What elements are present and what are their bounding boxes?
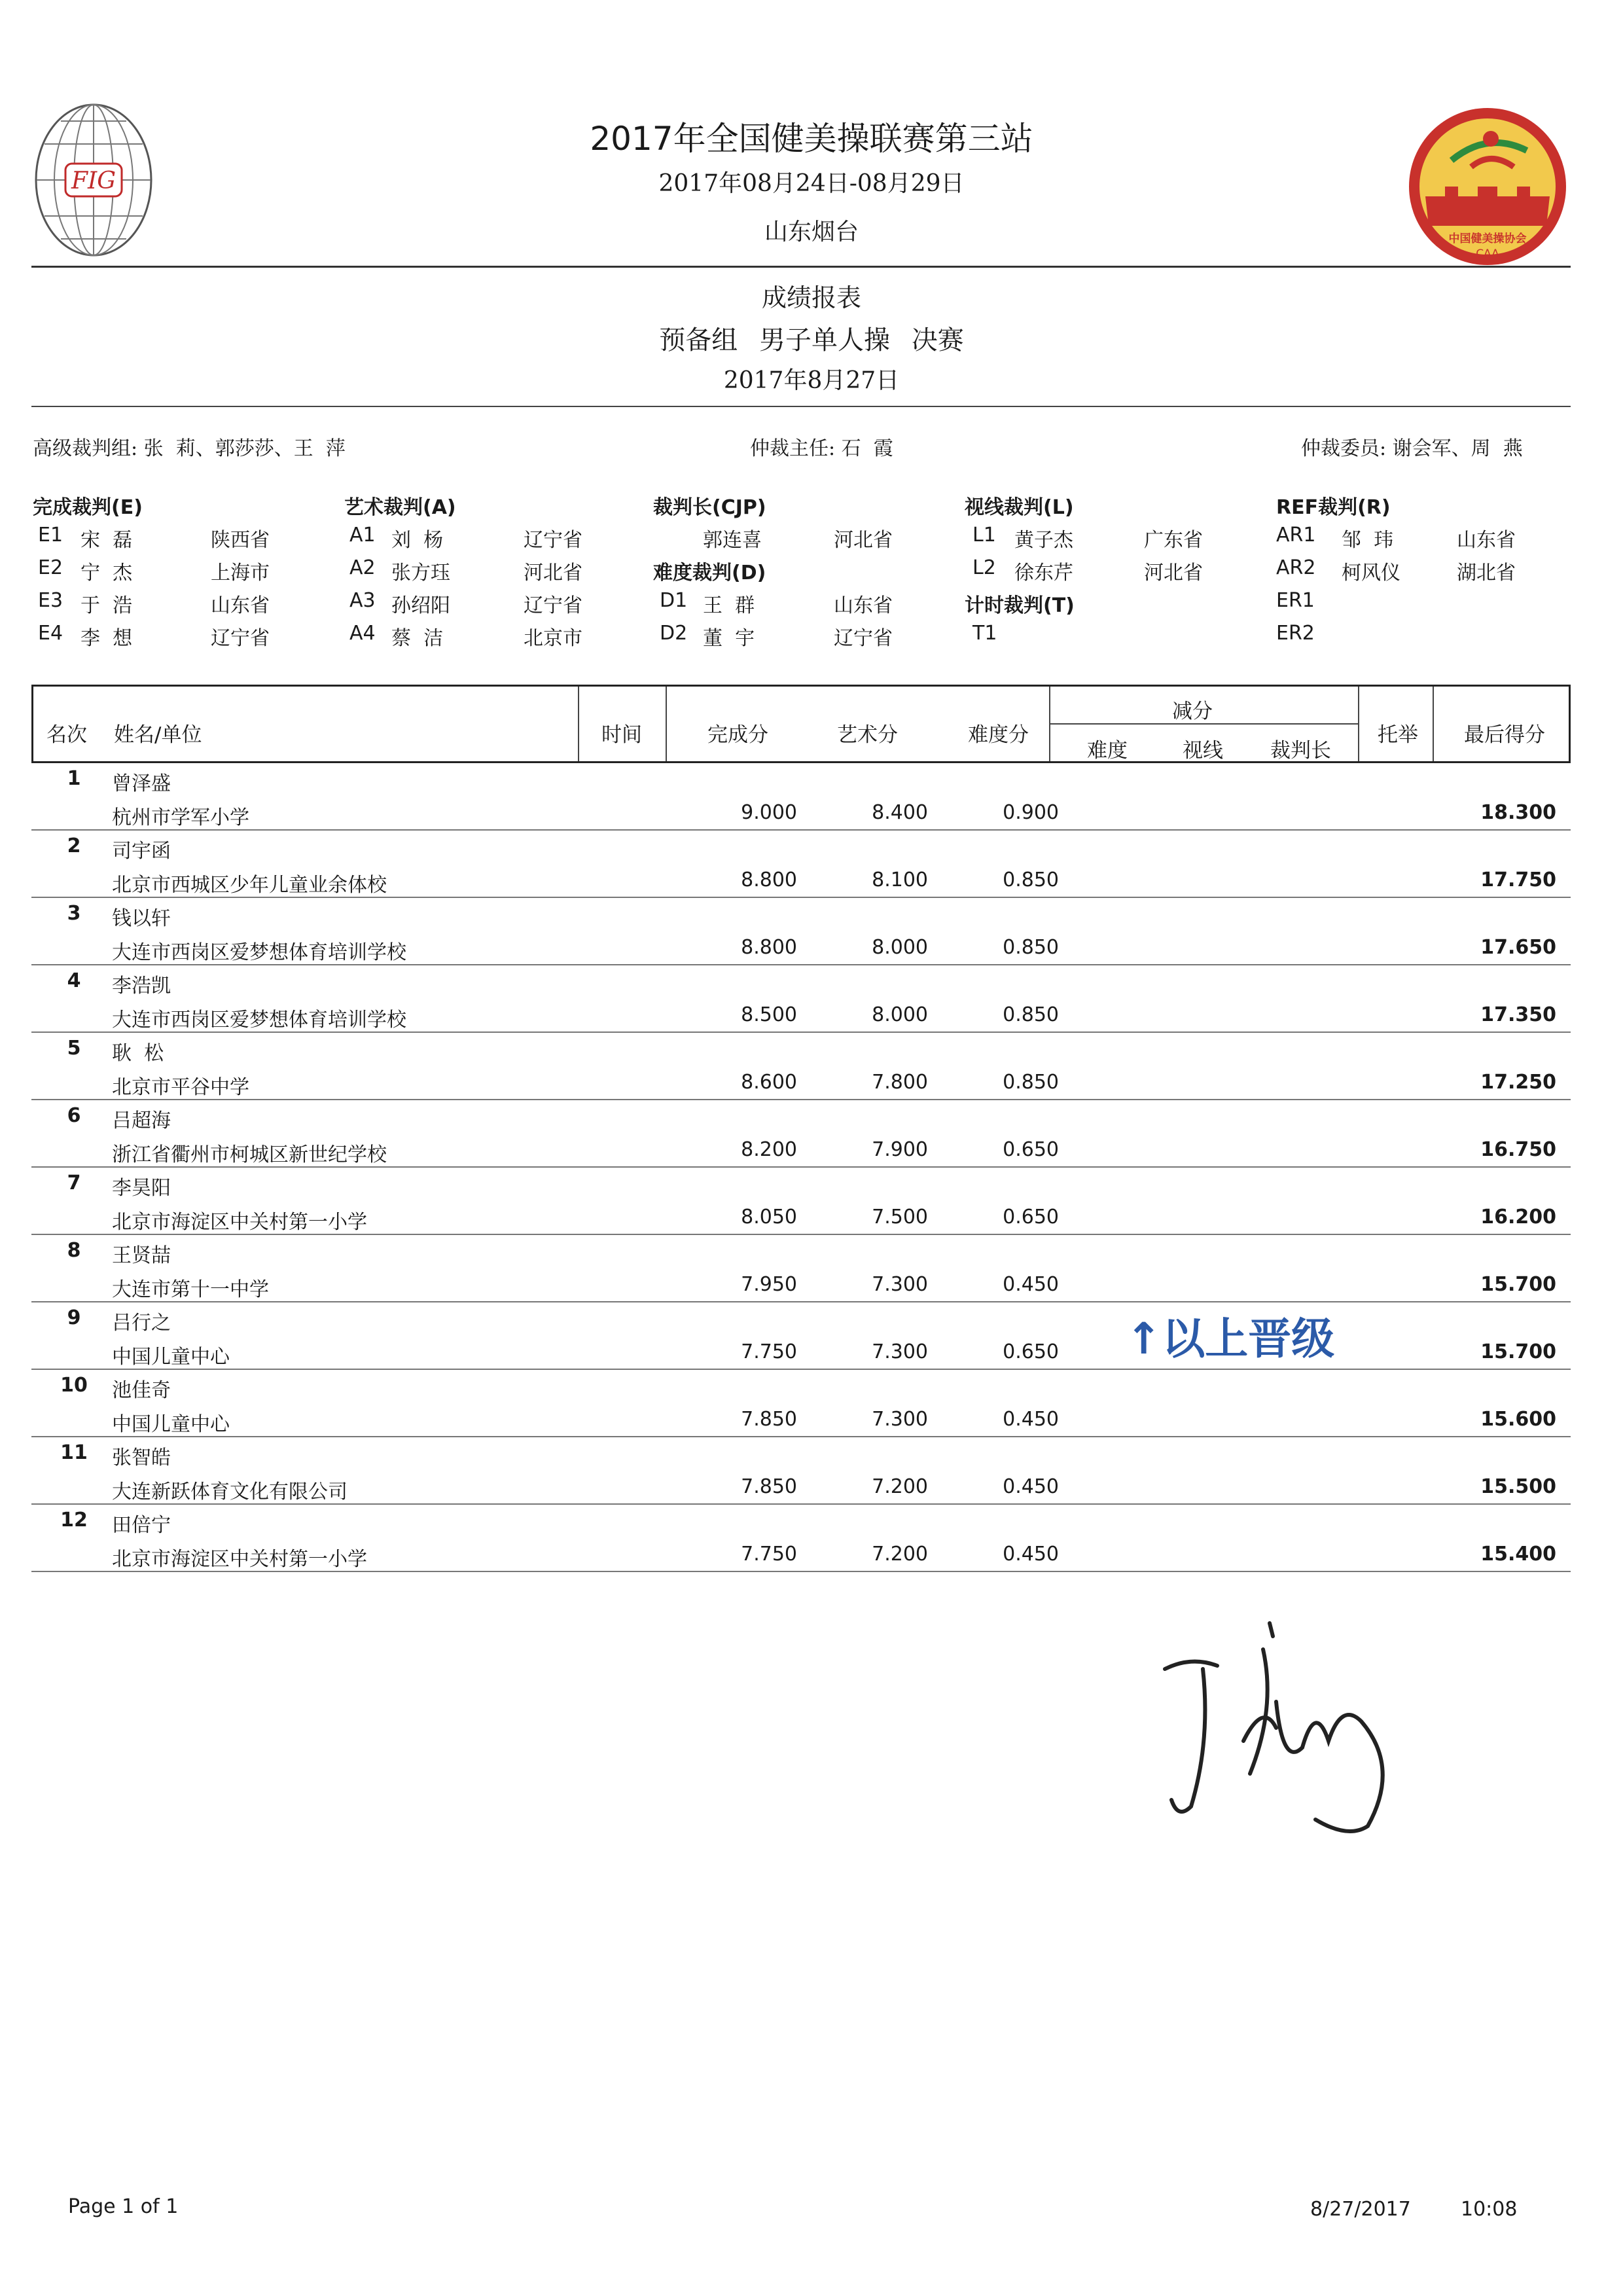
senior-panel-names: 张 莉、郭莎莎、王 萍 [143,437,346,460]
artistic-score: 7.800 [872,1071,928,1094]
judge-name: 宋 磊 [80,529,133,552]
judge-name: 徐东芹 [1014,562,1073,584]
table-row [31,898,1571,965]
athlete-name: 王贤喆 [112,1244,171,1267]
judge-code: L1 [972,524,996,547]
col-rank: 名次 [46,723,87,747]
final-score: 15.500 [1480,1475,1556,1498]
jury-members-names: 谢会军、周 燕 [1392,437,1523,460]
judge-province: 陕西省 [211,529,270,552]
athlete-unit: 大连市第十一中学 [112,1278,269,1301]
athlete-name: 李昊阳 [112,1177,171,1200]
judge-province: 河北省 [524,562,582,584]
execution-score: 7.750 [741,1340,797,1363]
final-score: 15.700 [1480,1340,1556,1363]
athlete-unit: 浙江省衢州市柯城区新世纪学校 [112,1143,387,1166]
difficulty-score: 0.650 [1003,1206,1059,1229]
cjp-heading: 裁判长(CJP) [653,496,766,519]
artistic-score: 7.200 [872,1475,928,1498]
table-row [31,1235,1571,1302]
artistic-score: 8.100 [872,869,928,891]
col-time: 时间 [601,723,642,747]
judge-name: 孙绍阳 [391,594,450,617]
col-divider [578,687,579,761]
judge-code: L2 [972,556,996,579]
page-title: 2017年全国健美操联赛第三站 [590,120,1033,158]
athlete-unit: 中国儿童中心 [112,1413,230,1436]
col-divider [1433,687,1434,761]
athlete-unit: 北京市海淀区中关村第一小学 [112,1211,367,1234]
col-divider [1358,687,1359,761]
judge-code: E3 [38,589,63,612]
difficulty-score: 0.900 [1003,801,1059,824]
artistic-score: 7.300 [872,1340,928,1363]
judge-name: 董 宇 [703,627,755,650]
judge-code: E1 [38,524,63,547]
athlete-name: 池佳奇 [112,1379,171,1402]
venue: 山东烟台 [764,219,859,245]
athlete-unit: 大连市西岗区爱梦想体育培训学校 [112,941,406,964]
event-date: 2017年8月27日 [723,367,900,394]
rank: 11 [60,1441,88,1464]
col-ded-difficulty: 难度 [1087,739,1128,762]
difficulty-score: 0.450 [1003,1273,1059,1296]
time-judges-heading: 计时裁判(T) [965,594,1075,617]
table-row [31,1168,1571,1235]
final-score: 17.650 [1480,936,1556,959]
print-date: 8/27/2017 [1310,2198,1411,2221]
rank: 4 [67,969,81,992]
judge-name: 于 浩 [80,594,133,617]
judge-name: 王 群 [703,594,755,617]
execution-score: 8.600 [741,1071,797,1094]
table-row [31,1505,1571,1572]
rank: 9 [67,1306,81,1329]
athlete-name: 田倍宁 [112,1514,171,1537]
difficulty-score: 0.450 [1003,1475,1059,1498]
cjp-province: 河北省 [834,529,893,552]
athlete-name: 司宇函 [112,840,171,863]
caa-logo-text: 中国健美操协会 [1448,232,1527,245]
difficulty-score: 0.850 [1003,936,1059,959]
execution-score: 8.200 [741,1138,797,1161]
artistic-judges-heading: 艺术裁判(A) [344,496,456,519]
athlete-unit: 杭州市学军小学 [112,806,249,829]
judge-province: 上海市 [211,562,270,584]
event-label: 男子单人操 [759,325,890,355]
execution-score: 8.800 [741,869,797,891]
athlete-name: 曾泽盛 [112,772,171,795]
judge-province: 辽宁省 [211,627,270,650]
judge-name: 邹 玮 [1342,529,1394,552]
table-row [31,831,1571,898]
execution-judges-heading: 完成裁判(E) [33,496,143,519]
col-ded-line: 视线 [1183,739,1223,762]
judge-code: D1 [660,589,688,612]
event-divider [31,406,1571,407]
judge-name: 李 想 [80,627,133,650]
judge-code: AR1 [1276,524,1316,547]
execution-score: 9.000 [741,801,797,824]
judge-code: A2 [349,556,376,579]
report-title: 成绩报表 [761,283,861,312]
final-score: 18.300 [1480,801,1556,824]
judge-code: E4 [38,622,63,645]
difficulty-score: 0.450 [1003,1408,1059,1431]
judge-province: 山东省 [1457,529,1516,552]
judge-province: 北京市 [524,627,582,650]
judge-province: 山东省 [834,594,893,617]
difficulty-score: 0.450 [1003,1543,1059,1566]
difficulty-score: 0.850 [1003,1071,1059,1094]
rank: 1 [67,767,81,790]
col-divider [666,687,667,761]
group-label: 预备组 [659,325,738,355]
difficulty-score: 0.850 [1003,1003,1059,1026]
judge-code: A1 [349,524,376,547]
judge-province: 湖北省 [1457,562,1516,584]
table-row [31,1370,1571,1437]
rank: 7 [67,1172,81,1194]
round-label: 决赛 [911,325,964,355]
jury-president-label: 仲裁主任: [750,437,836,460]
final-score: 15.600 [1480,1408,1556,1431]
table-row [31,1033,1571,1100]
judge-name: 黄子杰 [1014,529,1073,552]
difficulty-judges-heading: 难度裁判(D) [653,562,766,584]
jury-president [750,432,893,461]
rank: 2 [67,834,81,857]
execution-score: 8.500 [741,1003,797,1026]
caa-logo-abbr: CAA [1476,247,1499,260]
judge-province: 辽宁省 [834,627,893,650]
artistic-score: 7.200 [872,1543,928,1566]
col-final: 最后得分 [1464,723,1545,747]
jury-members-label: 仲裁委员: [1301,437,1387,460]
table-row [31,1437,1571,1505]
judge-name: 刘 杨 [391,529,444,552]
col-difficulty: 难度分 [968,723,1029,747]
athlete-unit: 北京市平谷中学 [112,1076,249,1099]
final-score: 16.750 [1480,1138,1556,1161]
event-line [0,319,1623,357]
artistic-score: 8.000 [872,1003,928,1026]
fig-logo-text: FIG [71,168,116,194]
col-execution: 完成分 [707,723,768,747]
judge-province: 辽宁省 [524,594,582,617]
final-score: 15.400 [1480,1543,1556,1566]
artistic-score: 8.400 [872,801,928,824]
rank: 6 [67,1104,81,1127]
judge-name: 柯风仪 [1342,562,1400,584]
rank: 8 [67,1239,81,1262]
col-ded-cjp: 裁判长 [1270,739,1331,762]
results-table-header [31,685,1571,763]
artistic-score: 7.300 [872,1273,928,1296]
judge-code: A4 [349,622,376,645]
judge-code: ER1 [1276,589,1315,612]
jury-president-name: 石 霞 [841,437,893,460]
print-time: 10:08 [1461,2198,1518,2221]
rank: 5 [67,1037,81,1060]
table-row [31,965,1571,1033]
judge-code: A3 [349,589,376,612]
difficulty-score: 0.650 [1003,1340,1059,1363]
judge-code: D2 [660,622,688,645]
athlete-name: 钱以轩 [112,907,171,930]
execution-score: 7.850 [741,1475,797,1498]
rank: 10 [60,1374,88,1397]
execution-score: 7.950 [741,1273,797,1296]
athlete-unit: 北京市海淀区中关村第一小学 [112,1548,367,1571]
athlete-name: 吕行之 [112,1312,171,1335]
table-row [31,1302,1571,1370]
senior-panel-label: 高级裁判组: [33,437,138,460]
line-judges-heading: 视线裁判(L) [965,496,1074,519]
final-score: 15.700 [1480,1273,1556,1296]
execution-score: 8.050 [741,1206,797,1229]
judge-province: 广东省 [1144,529,1203,552]
rank: 12 [60,1509,88,1532]
signature [1152,1610,1414,1846]
athlete-unit: 中国儿童中心 [112,1346,230,1369]
judge-code: E2 [38,556,63,579]
rank: 3 [67,902,81,925]
judge-name: 宁 杰 [80,562,133,584]
athlete-unit: 大连市西岗区爱梦想体育培训学校 [112,1009,406,1031]
judge-code: AR2 [1276,556,1316,579]
final-score: 17.750 [1480,869,1556,891]
execution-score: 8.800 [741,936,797,959]
athlete-name: 耿 松 [112,1042,164,1065]
promotion-annotation [1126,1304,1334,1366]
execution-score: 7.850 [741,1408,797,1431]
artistic-score: 8.000 [872,936,928,959]
competition-dates: 2017年08月24日-08月29日 [658,170,965,197]
judge-province: 山东省 [211,594,270,617]
table-row [31,1100,1571,1168]
table-row [31,763,1571,831]
jury-members [1301,432,1523,461]
athlete-unit: 北京市西城区少年儿童业余体校 [112,874,387,897]
up-arrow-icon: ↑ [1126,1314,1162,1364]
athlete-name: 吕超海 [112,1109,171,1132]
athlete-unit: 大连新跃体育文化有限公司 [112,1480,348,1503]
artistic-score: 7.300 [872,1408,928,1431]
athlete-name: 李浩凯 [112,975,171,997]
page-number: Page 1 of 1 [68,2195,179,2218]
artistic-score: 7.500 [872,1206,928,1229]
final-score: 17.350 [1480,1003,1556,1026]
cjp-name: 郭连喜 [703,529,762,552]
senior-panel [33,432,346,461]
header-divider [31,266,1571,268]
judge-code: ER2 [1276,622,1315,645]
col-lift: 托举 [1378,723,1418,747]
judge-code: T1 [972,622,997,645]
final-score: 17.250 [1480,1071,1556,1094]
artistic-score: 7.900 [872,1138,928,1161]
athlete-name: 张智皓 [112,1446,171,1469]
col-name-unit: 姓名/单位 [114,723,202,747]
judge-name: 蔡 洁 [391,627,444,650]
ref-judges-heading: REF裁判(R) [1276,496,1391,519]
difficulty-score: 0.650 [1003,1138,1059,1161]
execution-score: 7.750 [741,1543,797,1566]
judge-name: 张方珏 [391,562,450,584]
col-artistic: 艺术分 [837,723,898,747]
judge-province: 辽宁省 [524,529,582,552]
judge-province: 河北省 [1144,562,1203,584]
final-score: 16.200 [1480,1206,1556,1229]
promotion-text: 以上晋级 [1162,1314,1335,1364]
col-deductions: 减分 [1172,700,1213,723]
difficulty-score: 0.850 [1003,869,1059,891]
